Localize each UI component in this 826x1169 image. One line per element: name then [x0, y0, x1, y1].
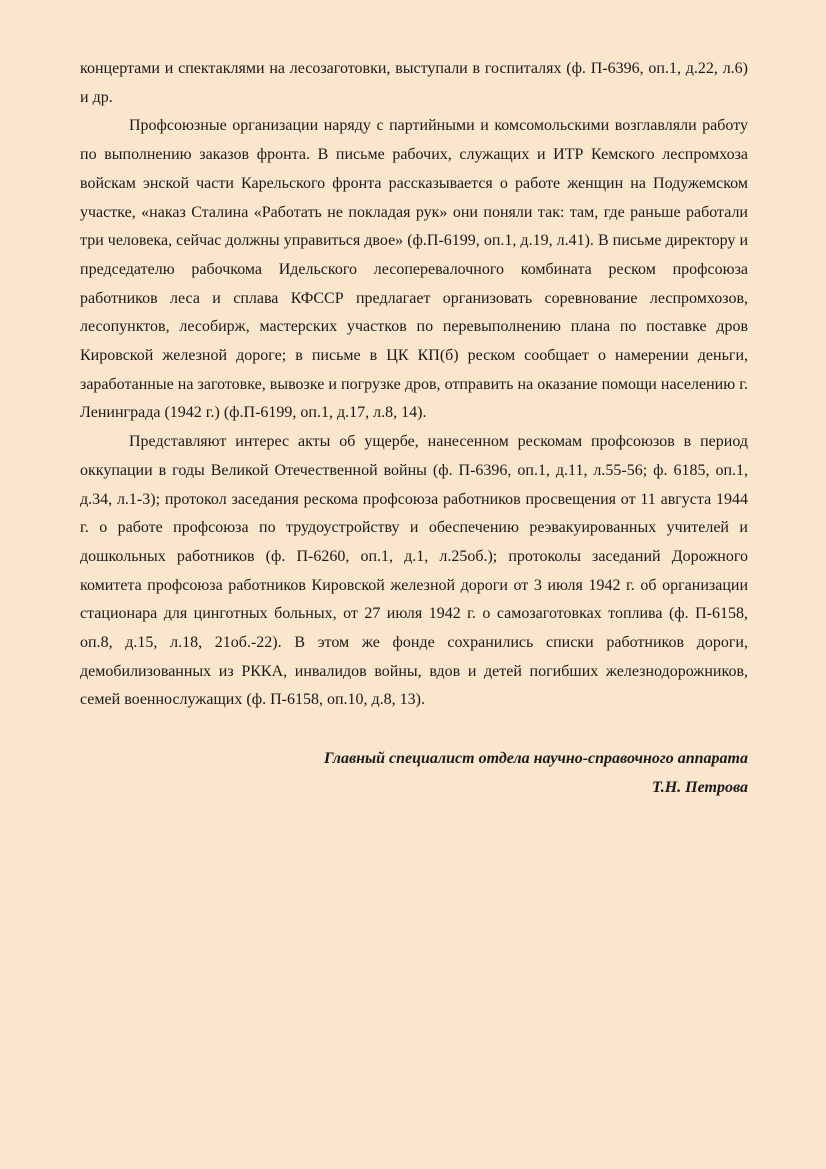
- paragraph-damage-acts: Представляют интерес акты об ущербе, нанесенном рескомам профсоюзов в период оккупации в годы Великой Отечественной войны (ф. П-6396, оп.1, д.11, л.55-56; ф. 6185, оп.1, д.34, л.1-3); протокол заседания рескома профсоюза работников просвещения от 11 августа 1944 г. о работе профсоюза по трудоустройству и обеспечению реэвакуированных учителей и дошкольных работников (ф. П-6260, оп.1, д.1, л.25об.); протоколы заседаний Дорожного комитета профсоюза работников Кировской железной дороги от 3 июля 1942 г. об организации стационара для цинготных больных, от 27 июля 1942 г. о самозаготовках топлива (ф. П-6158, оп.8, д.15, л.18, 21об.-22). В этом же фонде сохранились списки работников дороги, демобилизованных из РККА, инвалидов войны, вдов и детей погибших железнодорожников, семей военнослужащих (ф. П-6158, оп.10, д.8, 13).: [80, 433, 748, 709]
- paragraph-continuation: концертами и спектаклями на лесозаготовки, выступали в госпиталях (ф. П-6396, оп.1, д.22, л.6) и др.: [80, 60, 748, 106]
- signature-position: Главный специалист отдела научно-справочного аппарата: [323, 750, 748, 768]
- signature-block: [80, 745, 748, 802]
- document-page: [80, 55, 748, 803]
- paragraph-trade-unions-front: Профсоюзные организации наряду с партийными и комсомольскими возглавляли работу по выполнению заказов фронта. В письме рабочих, служащих и ИТР Кемского леспромхоза войскам энской части Карельского фронта рассказывается о работе женщин на Подужемском участке, «наказ Сталина «Работать не покладая рук» они поняли так: там, где раньше работали три человека, сейчас должны управиться двое» (ф.П-6199, оп.1, д.19, л.41). В письме директору и председателю рабочкома Идельского лесоперевалочного комбината реском профсоюза работников леса и сплава КФССР предлагает организовать соревнование леспромхозов, лесопунктов, лесобирж, мастерских участков по перевыполнению плана по поставке дров Кировской железной дороге; в письме в ЦК КП(б) реском сообщает о намерении деньги, заработанные на заготовке, вывозке и погрузке дров, отправить на оказание помощи населению г. Ленинграда (1942 г.) (ф.П-6199, оп.1, д.17, л.8, 14).: [80, 117, 748, 422]
- signature-name: Т.Н. Петрова: [651, 778, 748, 796]
